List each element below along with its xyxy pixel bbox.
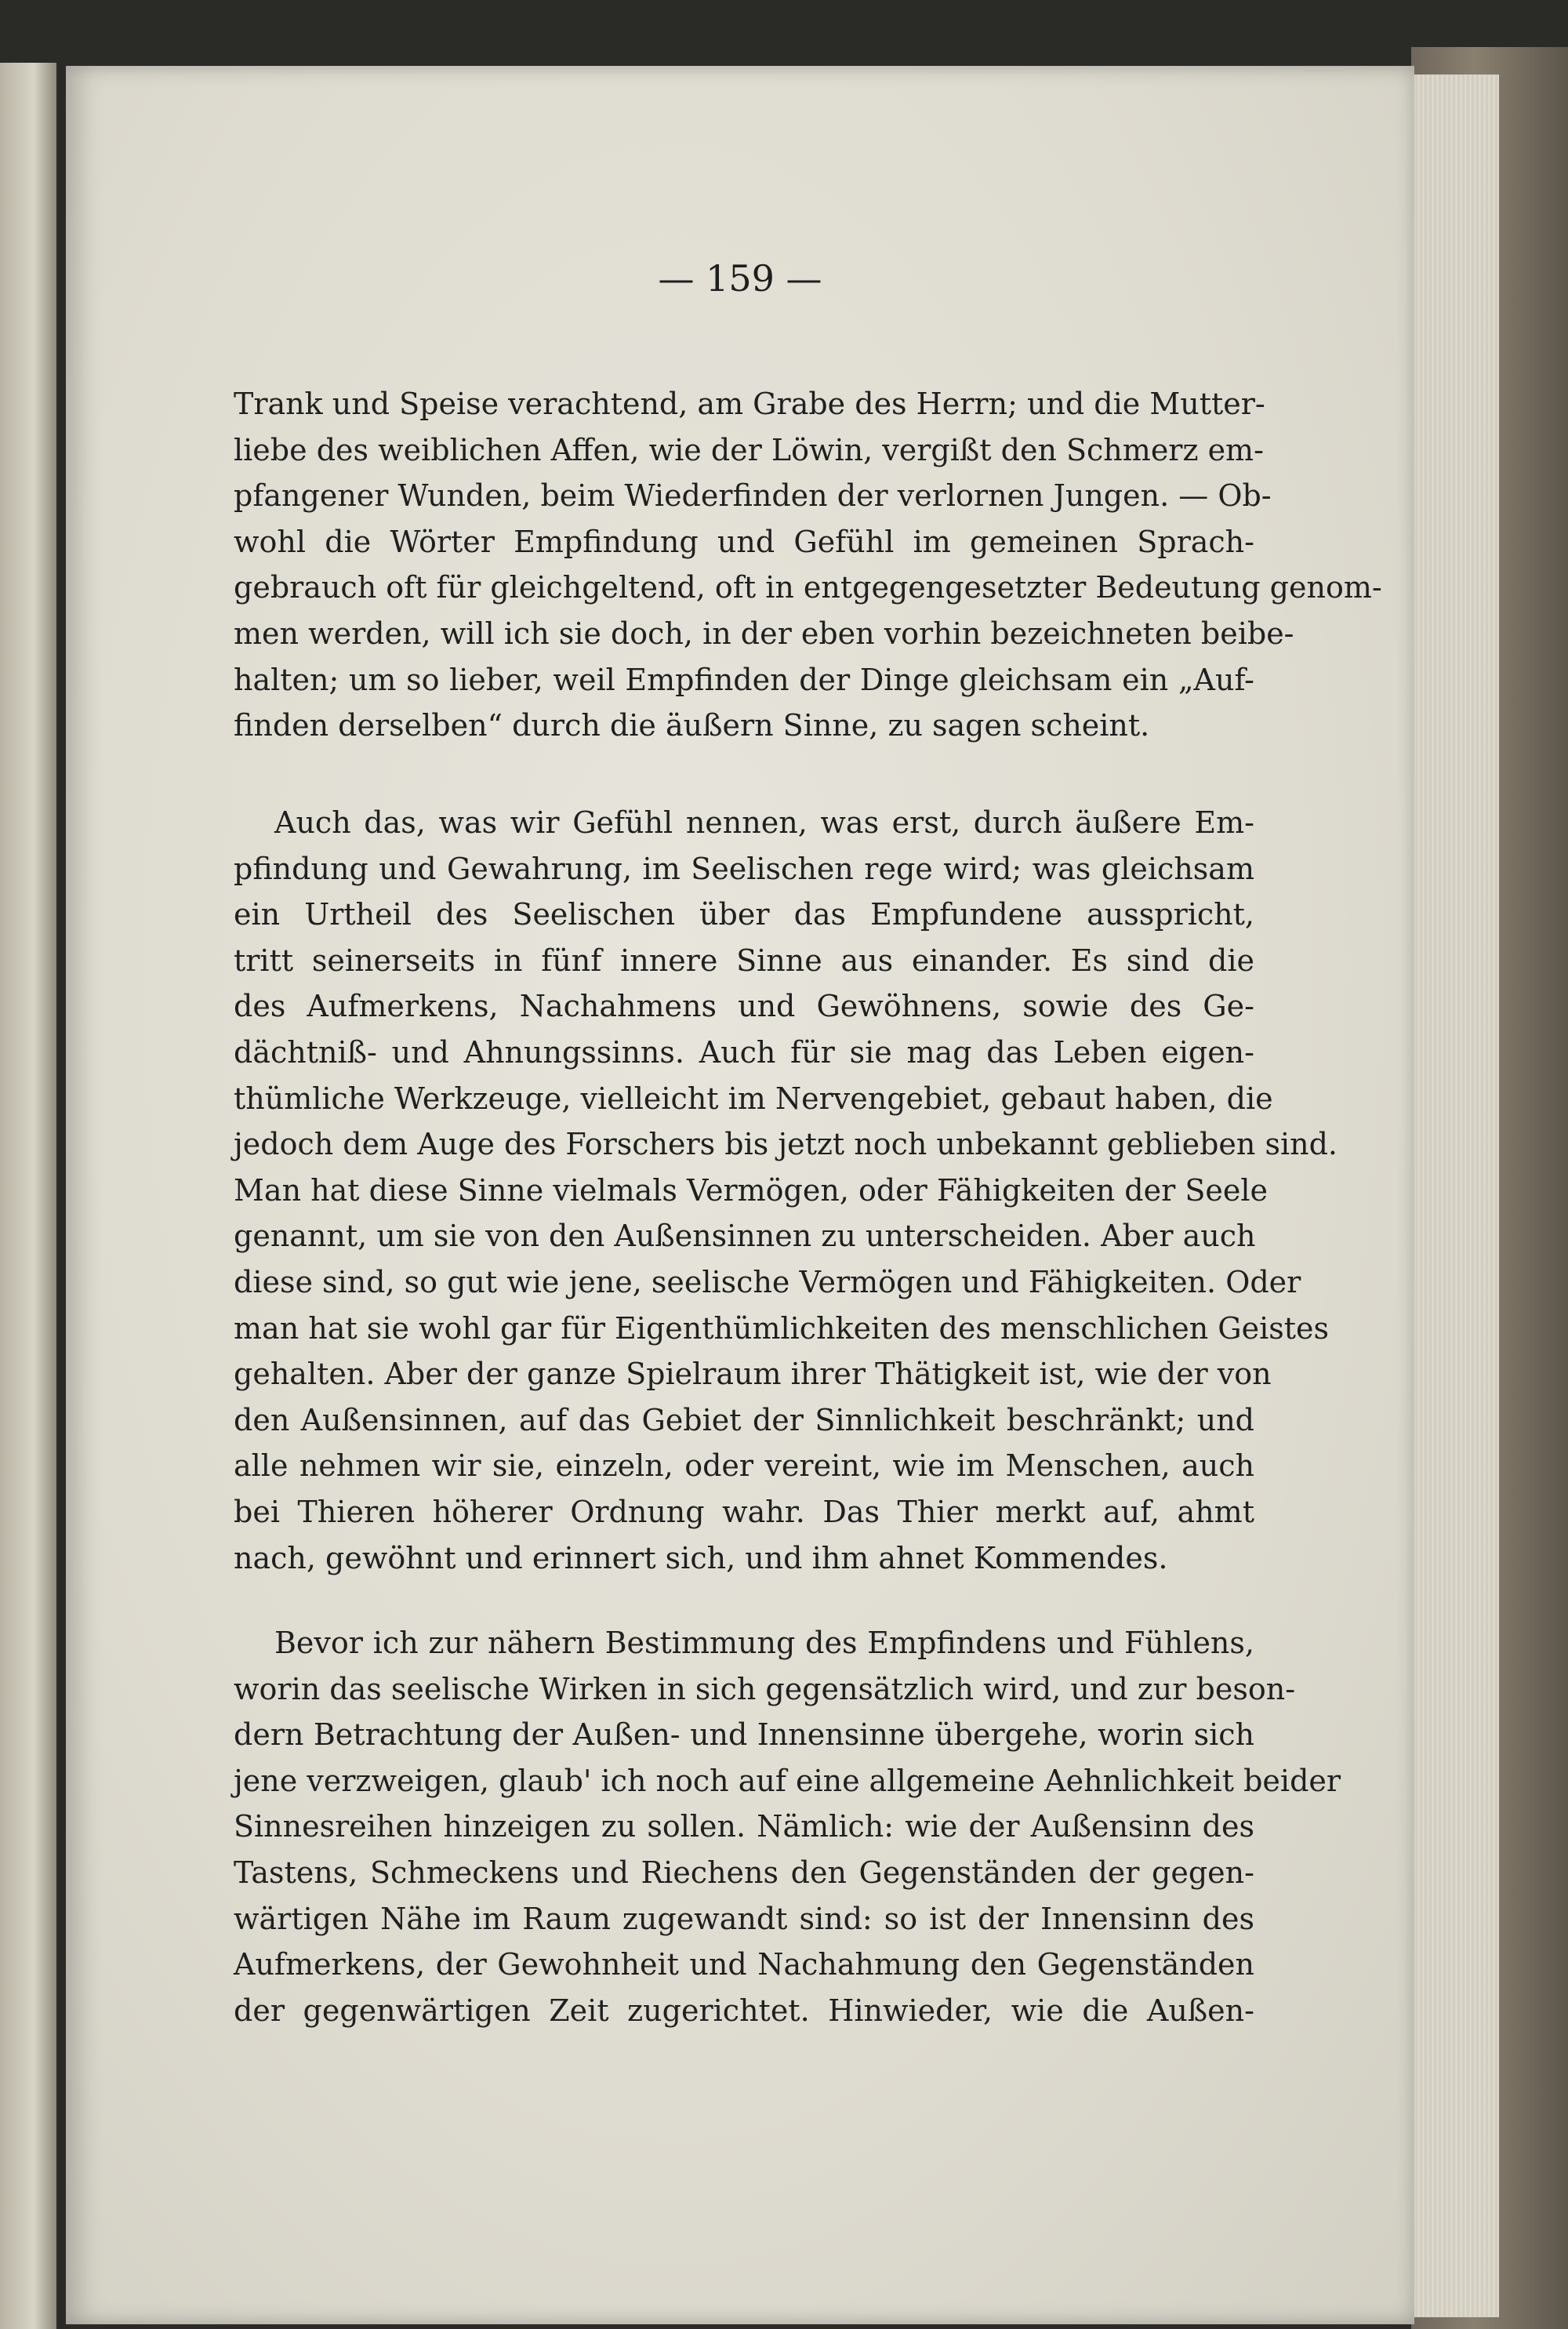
text-line: jedoch dem Auge des Forschers bis jetzt noch unbekannt geblieben sind. xyxy=(234,1127,1338,1162)
text-line: Sinnesreihen hinzeigen zu sollen. Nämlich: wie der Außensinn des xyxy=(234,1809,1254,1844)
text-line: thümliche Werkzeuge, vielleicht im Nervengebiet, gebaut haben, die xyxy=(234,1081,1273,1116)
text-line: ein Urtheil des Seelischen über das Empfundene ausspricht, xyxy=(234,897,1254,932)
text-line: Tastens, Schmeckens und Riechens den Gegenständen der gegen- xyxy=(234,1855,1254,1890)
text-line: men werden, will ich sie doch, in der eben vorhin bezeichneten beibe- xyxy=(234,616,1294,651)
text-line: bei Thieren höherer Ordnung wahr. Das Thier merkt auf, ahmt xyxy=(234,1494,1254,1529)
text-line: gebrauch oft für gleichgeltend, oft in entgegengesetzter Bedeutung genom- xyxy=(234,570,1382,605)
text-line: nach, gewöhnt und erinnert sich, und ihm ahnet Kommendes. xyxy=(234,1540,1168,1575)
text-line: Bevor ich zur nähern Bestimmung des Empfindens und Fühlens, xyxy=(274,1626,1254,1660)
text-line: finden derselben“ durch die äußern Sinne, zu sagen scheint. xyxy=(234,708,1150,743)
text-line: Trank und Speise verachtend, am Grabe des Herrn; und die Mutter- xyxy=(234,387,1265,421)
text-line: dern Betrachtung der Außen- und Innensinne übergehe, worin sich xyxy=(234,1717,1254,1753)
text-line: halten; um so lieber, weil Empfinden der Dinge gleichsam ein „Auf- xyxy=(234,662,1254,697)
text-line: diese sind, so gut wie jene, seelische Vermögen und Fähigkeiten. Oder xyxy=(234,1264,1301,1299)
paragraph-1 xyxy=(234,381,1382,749)
text-line: gehalten. Aber der ganze Spielraum ihrer Thätigkeit ist, wie der von xyxy=(234,1357,1272,1392)
text-line: der gegenwärtigen Zeit zugerichtet. Hinwieder, wie die Außen- xyxy=(234,1993,1254,2028)
page-stack-edge xyxy=(1403,74,1499,2317)
text-line: wärtigen Nähe im Raum zugewandt sind: so ist der Innensinn des xyxy=(234,1901,1254,1936)
text-line: Aufmerkens, der Gewohnheit und Nachahmung den Gegenständen xyxy=(234,1947,1254,1982)
text-line: wohl die Wörter Empfindung und Gefühl im gemeinen Sprach- xyxy=(234,524,1254,559)
paragraph-3 xyxy=(234,1620,1341,2033)
page-number: — 159 — xyxy=(658,257,822,300)
paragraph-2 xyxy=(234,800,1338,1581)
text-line: Auch das, was wir Gefühl nennen, was erst, durch äußere Em- xyxy=(274,805,1254,840)
text-line: pfangener Wunden, beim Wiederfinden der verlornen Jungen. — Ob- xyxy=(234,478,1272,514)
text-line: dächtniß- und Ahnungssinns. Auch für sie mag das Leben eigen- xyxy=(234,1034,1254,1070)
text-line: tritt seinerseits in fünf innere Sinne aus einander. Es sind die xyxy=(234,943,1254,978)
left-page-edge xyxy=(0,63,56,2329)
text-line: genannt, um sie von den Außensinnen zu unterscheiden. Aber auch xyxy=(234,1219,1256,1254)
text-line: liebe des weiblichen Affen, wie der Löwin, vergißt den Schmerz em- xyxy=(234,432,1264,467)
text-line: man hat sie wohl gar für Eigenthümlichkeiten des menschlichen Geistes xyxy=(234,1310,1330,1346)
text-line: alle nehmen wir sie, einzeln, oder vereint, wie im Menschen, auch xyxy=(234,1448,1254,1484)
book-page xyxy=(66,66,1414,2324)
text-line: Man hat diese Sinne vielmals Vermögen, oder Fähigkeiten der Seele xyxy=(234,1172,1268,1208)
text-line: den Außensinnen, auf das Gebiet der Sinnlichkeit beschränkt; und xyxy=(234,1402,1254,1437)
text-line: pfindung und Gewahrung, im Seelischen rege wird; was gleichsam xyxy=(234,851,1254,886)
text-line: worin das seelische Wirken in sich gegensätzlich wird, und zur beson- xyxy=(234,1671,1296,1706)
text-line: des Aufmerkens, Nachahmens und Gewöhnens, sowie des Ge- xyxy=(234,989,1254,1024)
text-line: jene verzweigen, glaub' ich noch auf eine allgemeine Aehnlichkeit beider xyxy=(234,1763,1341,1798)
